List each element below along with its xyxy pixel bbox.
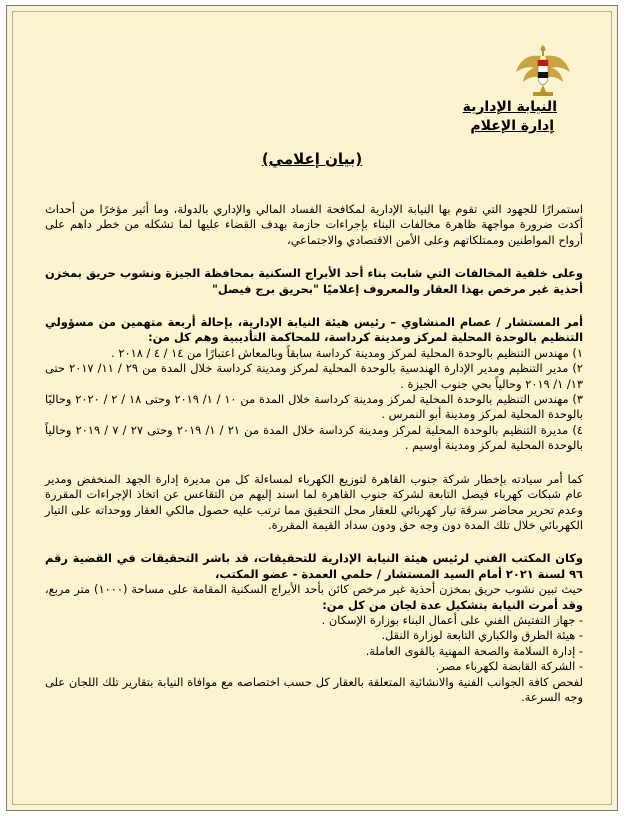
fire-paragraph	[45, 582, 583, 613]
eagle-emblem-icon	[514, 42, 572, 100]
accused-item: ٣) مهندس التنظيم بالوحدة المحلية لمركز ومدينة كرداسة خلال المدة من ١٠ / ١/ ٢٠١٩ وحتى ١٨ / ٢ / ٢٠٢٠ وحاليًا بالوحدة المحلية لمركز ومدينة أبو النمرس .	[45, 392, 583, 422]
committee-item: - هيئة الطرق والكباري التابعة لوزارة النقل.	[381, 628, 583, 643]
accused-item: ١) مهندس التنظيم بالوحدة المحلية لمركز ومدينة كرداسة سابقاً وبالمعاش اعتبارًا من ١٤ / ٤ / ٢٠١٨ .	[111, 345, 583, 360]
header-block	[463, 98, 557, 136]
document-title: (بيان إعلامي)	[261, 150, 363, 168]
committee-item: - الشركة القابضة لكهرباء مصر.	[435, 659, 583, 674]
tech-office-paragraph: وكان المكتب الفني لرئيس هيئة النيابة الإدارية للتحقيقات، قد باشر التحقيقات في القضية رقم ٩٦ لسنة ٢٠٢١ أمام السيد المستشار / حلمي العمدة - عضو المكتب،	[45, 551, 583, 581]
accused-item: ٢) مدير التنظيم ومدير الإدارة الهندسية بالوحدة المحلية لمركز ومدينة كرداسة خلال المدة من ٢٩ / ١١/ ٢٠١٧ حتى ١٣/ ١/ ٢٠١٩ وحالياً بحي جنوب الجيزة .	[45, 361, 583, 391]
document-body	[45, 170, 583, 705]
committee-item: - إدارة السلامة والصحة المهنية بالقوى العاملة.	[365, 643, 583, 658]
department-name: إدارة الإعلام	[470, 118, 554, 134]
background-paragraph: وعلى خلفية المخالفات التي شابت بناء أحد الأبراج السكنية بمحافظة الجيزة ونشوب حريق بمخزن أحذية غير مرخص بهذا العقار والمعروف إعلاميًا "بحريق برج فيصل"	[45, 266, 583, 296]
organization-name: النيابة الإدارية	[462, 99, 557, 115]
intro-paragraph: استمرارًا للجهود التي تقوم بها النيابة الإدارية لمكافحة الفساد المالي والإداري بالدولة، وما أثير مؤخرًا من أحداث أكدت ضرورة مواجهة ظاهرة مخالفات البناء بإجراءات حازمة بهدف القضاء عليها لما تشكله من خطر داهم على أرواح المواطنين وممتلكاتهم وعلى الأمن الاقتصادي والاجتماعي،	[45, 202, 583, 247]
order-intro: أمر المستشار / عصام المنشاوي – رئيس هيئة النيابة الإدارية، بإحالة أربعة متهمين من مسؤولي التنظيم بالوحدة المحلية لمركز ومدينة كرداسة، للمحاكمة التأديبية وهم كل من:	[45, 315, 583, 345]
closing-paragraph: لفحص كافة الجوانب الفنية والانشائية المتعلقة بالعقار كل حسب اختصاصه مع موافاة النيابة بتقارير تلك اللجان على وجه السرعة.	[45, 674, 583, 704]
electricity-paragraph: كما أمر سيادته بإخطار شركة جنوب القاهرة لتوزيع الكهرباء لمساءلة كل من مديرة إدارة الجهد المنخفض ومدير عام شبكات كهرباء فيصل التابعة لشركة جنوب القاهرة لما اسند إليهم من التقاعس عن اتخاذ الإجراءات المقررة وعدم تحرير محاضر سرقة تيار كهربائي للعقار محل التحقيق مما ترتب عليه حصول مالكي العقار ووحداته على التيار الكهربائي خلال تلك المدة دون وجه حق ودون سداد القيمة المقررة.	[45, 471, 583, 532]
committee-item: - جهاز التفتيش الفني على أعمال البناء بوزارة الإسكان .	[321, 612, 583, 627]
committees-heading: وقد أمرت النيابة بتشكيل عدة لجان من كل من:	[322, 597, 583, 612]
fire-text: حيث تبين نشوب حريق بمخزن أحذية غير مرخص كائن بأحد الأبراج السكنية المقامة على مساحة (١٠٠٠) متر مربع،	[45, 582, 583, 597]
accused-item: ٤) مديرة التنظيم بالوحدة المحلية لمركز ومدينة كرداسة خلال المدة من ٢١ / ١/ ٢٠١٩ وحتى ٢٧ / ٧ / ٢٠١٩ وحالياً بالوحدة المحلية لمركز ومدينة أوسيم .	[45, 422, 583, 453]
